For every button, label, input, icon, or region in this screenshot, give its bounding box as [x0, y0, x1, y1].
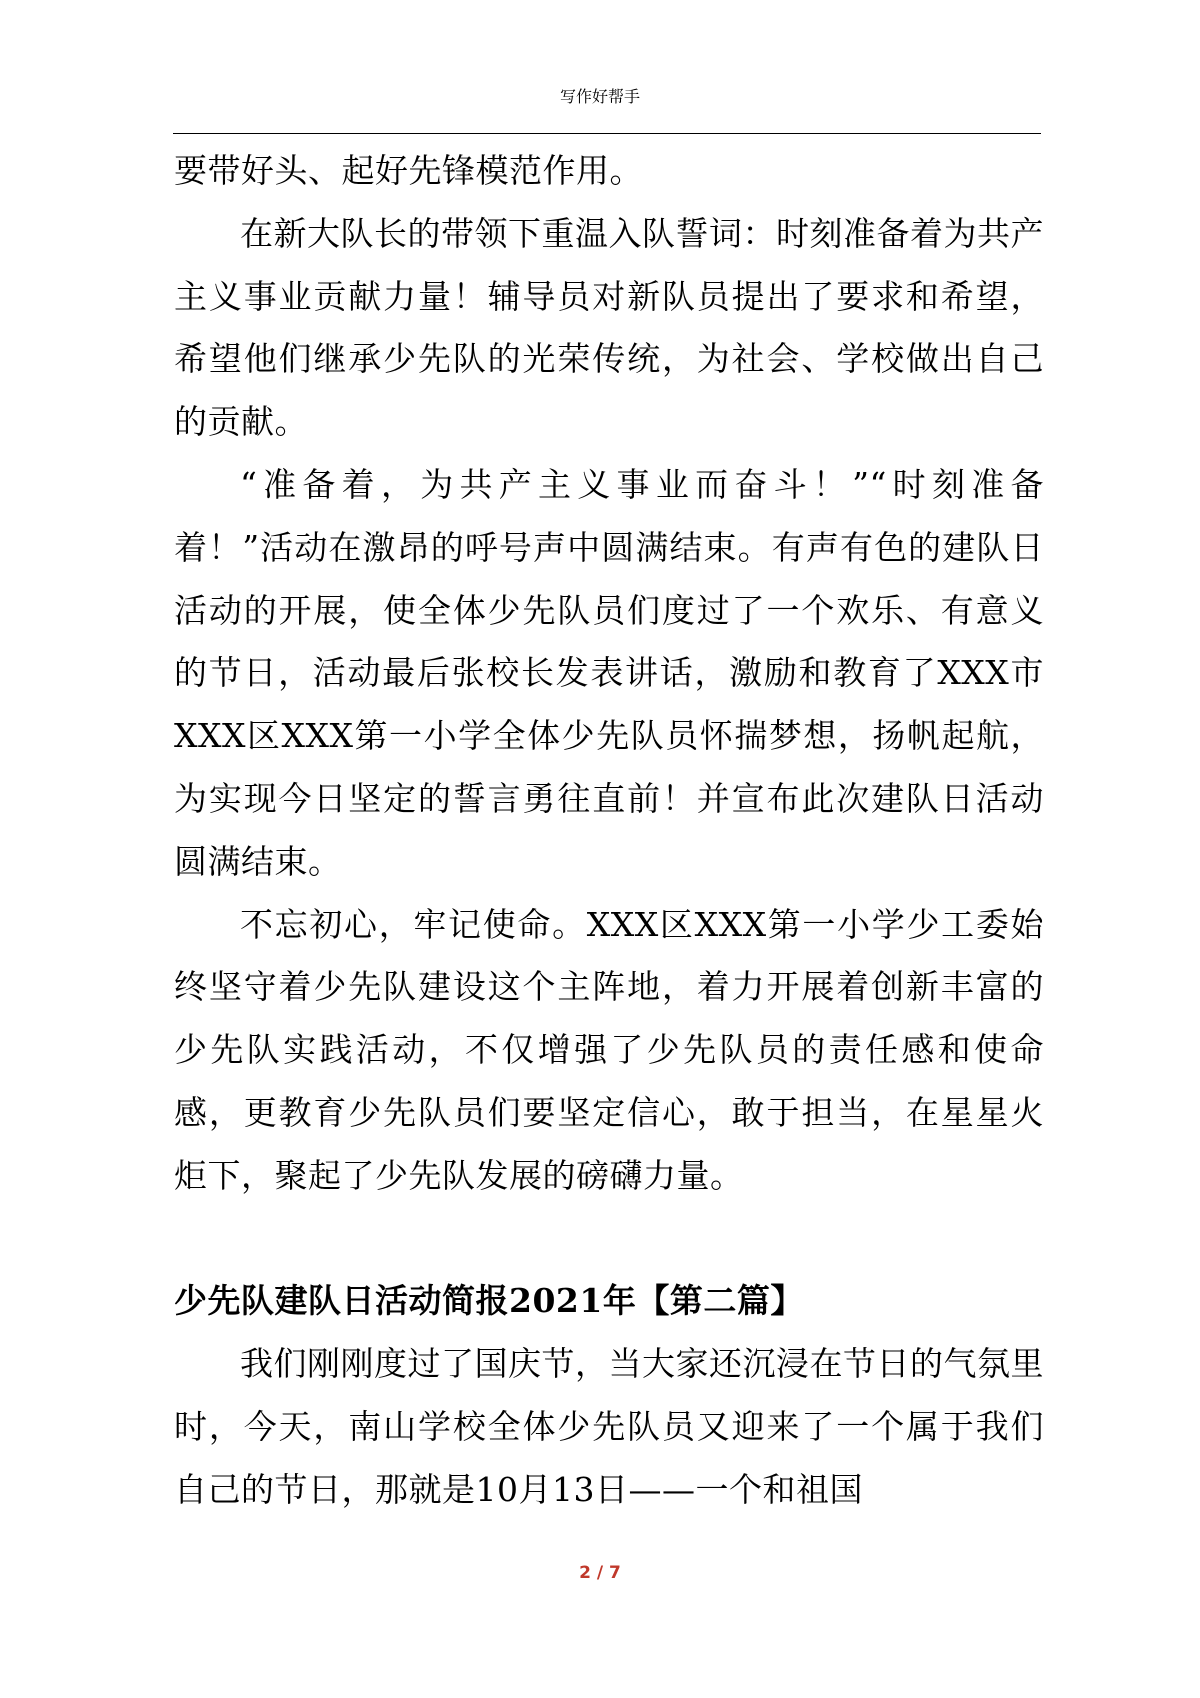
document-body [174, 140, 1044, 1522]
section-heading: 少先队建队日活动简报2021年【第二篇】 [174, 1281, 804, 1321]
paragraph-slogan: “准备着，为共产主义事业而奋斗！”“时刻准备着！”活动在激昂的呼号声中圆满结束。有声有色的建队日活动的开展，使全体少先队员们度过了一个欢乐、有意义的节日，活动最后张校长发表讲话，激励和教育了XXX市XXX区XXX第一小学全体少先队员怀揣梦想，扬帆起航，为实现今日坚定的誓言勇往直前！并宣布此次建队日活动圆满结束。 [174, 464, 1044, 881]
paragraph-mission: 不忘初心，牢记使命。XXX区XXX第一小学少工委始终坚守着少先队建设这个主阵地，着力开展着创新丰富的少先队实践活动，不仅增强了少先队员的责任感和使命感，更教育少先队员们要坚定信心，敢于担当，在星星火炬下，聚起了少先队发展的磅礴力量。 [174, 904, 1044, 1195]
header-divider [173, 133, 1041, 134]
paragraph-section-intro: 我们刚刚度过了国庆节，当大家还沉浸在节日的气氛里时，今天，南山学校全体少先队员又迎来了一个属于我们自己的节日，那就是10月13日——一个和祖国 [174, 1344, 1044, 1509]
page-number: 2 / 7 [579, 1563, 621, 1583]
paragraph-oath: 在新大队长的带领下重温入队誓词：时刻准备着为共产主义事业贡献力量！辅导员对新队员提出了要求和希望，希望他们继承少先队的光荣传统，为社会、学校做出自己的贡献。 [174, 213, 1044, 442]
section-gap [174, 1208, 1044, 1271]
page-header-title: 写作好帮手 [559, 87, 640, 106]
paragraph-continued: 要带好头、起好先锋模范作用。 [174, 151, 643, 190]
